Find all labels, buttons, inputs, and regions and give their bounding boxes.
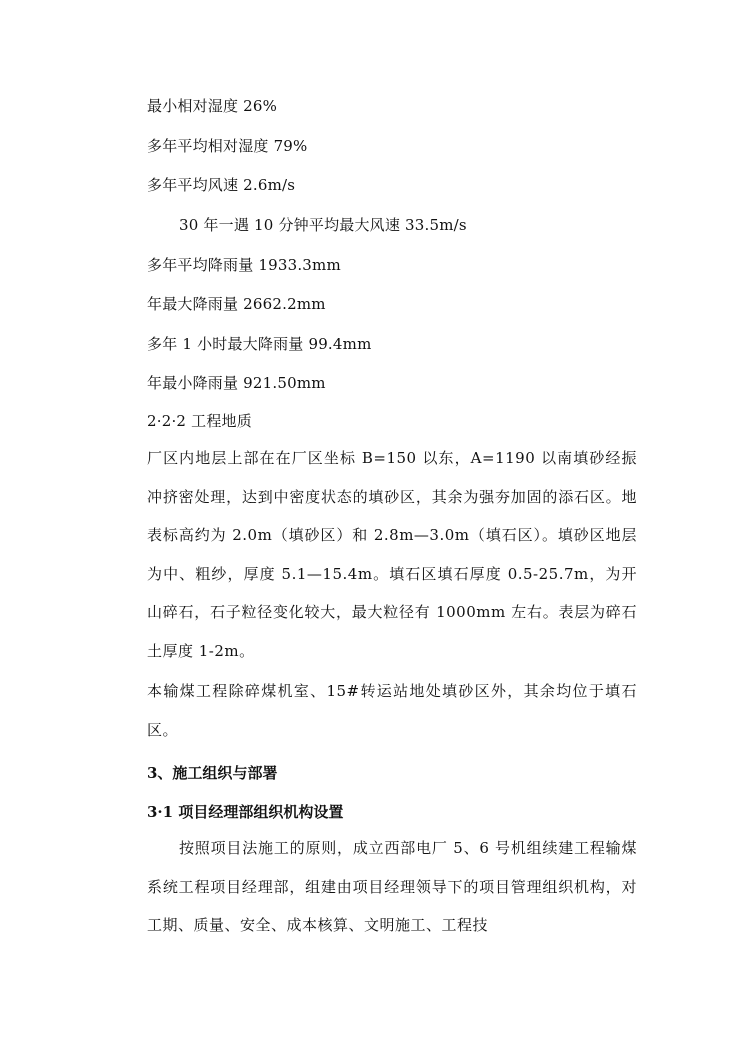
section-3-1-heading: 3·1 项目经理部组织机构设置 xyxy=(147,803,344,821)
climate-avg-rain: 多年平均降雨量 1933.3mm xyxy=(147,256,341,274)
geology-paragraph-2: 本输煤工程除碎煤机室、15#转运站地处填砂区外，其余均位于填石区。 xyxy=(147,682,637,739)
climate-hourly-rain: 多年 1 小时最大降雨量 99.4mm xyxy=(147,335,372,353)
climate-avg-humidity: 多年平均相对湿度 79% xyxy=(147,137,308,155)
section-3-1-paragraph: 按照项目法施工的原则，成立西部电厂 5、6 号机组续建工程输煤系统工程项目经理部，组建由项目经理领导下的项目管理组织机构，对工期、质量、安全、成本核算、文明施工、工程技 xyxy=(147,839,637,934)
geology-heading: 2·2·2 工程地质 xyxy=(147,412,252,430)
climate-min-rain: 年最小降雨量 921.50mm xyxy=(147,374,326,392)
climate-min-humidity: 最小相对湿度 26% xyxy=(147,97,278,115)
climate-max-wind: 30 年一遇 10 分钟平均最大风速 33.5m/s xyxy=(179,216,467,234)
section-3-heading: 3、施工组织与部署 xyxy=(147,764,278,782)
climate-max-rain: 年最大降雨量 2662.2mm xyxy=(147,295,326,313)
climate-avg-wind: 多年平均风速 2.6m/s xyxy=(147,176,296,194)
geology-paragraph-1: 厂区内地层上部在在厂区坐标 B=150 以东，A=1190 以南填砂经振冲挤密处理，达到中密度状态的填砂区，其余为强夯加固的添石区。地表标高约为 2.0m（填砂区）和 2.8m—3.0m（填石区）。填砂区地层为中、粗纱，厚度 5.1—15.4m。填石区填石厚度 0.5-25.7m，为开山碎石，石子粒径变化较大，最大粒径有 1000mm 左右。表层为碎石土厚度 1-2m。 xyxy=(147,449,637,660)
